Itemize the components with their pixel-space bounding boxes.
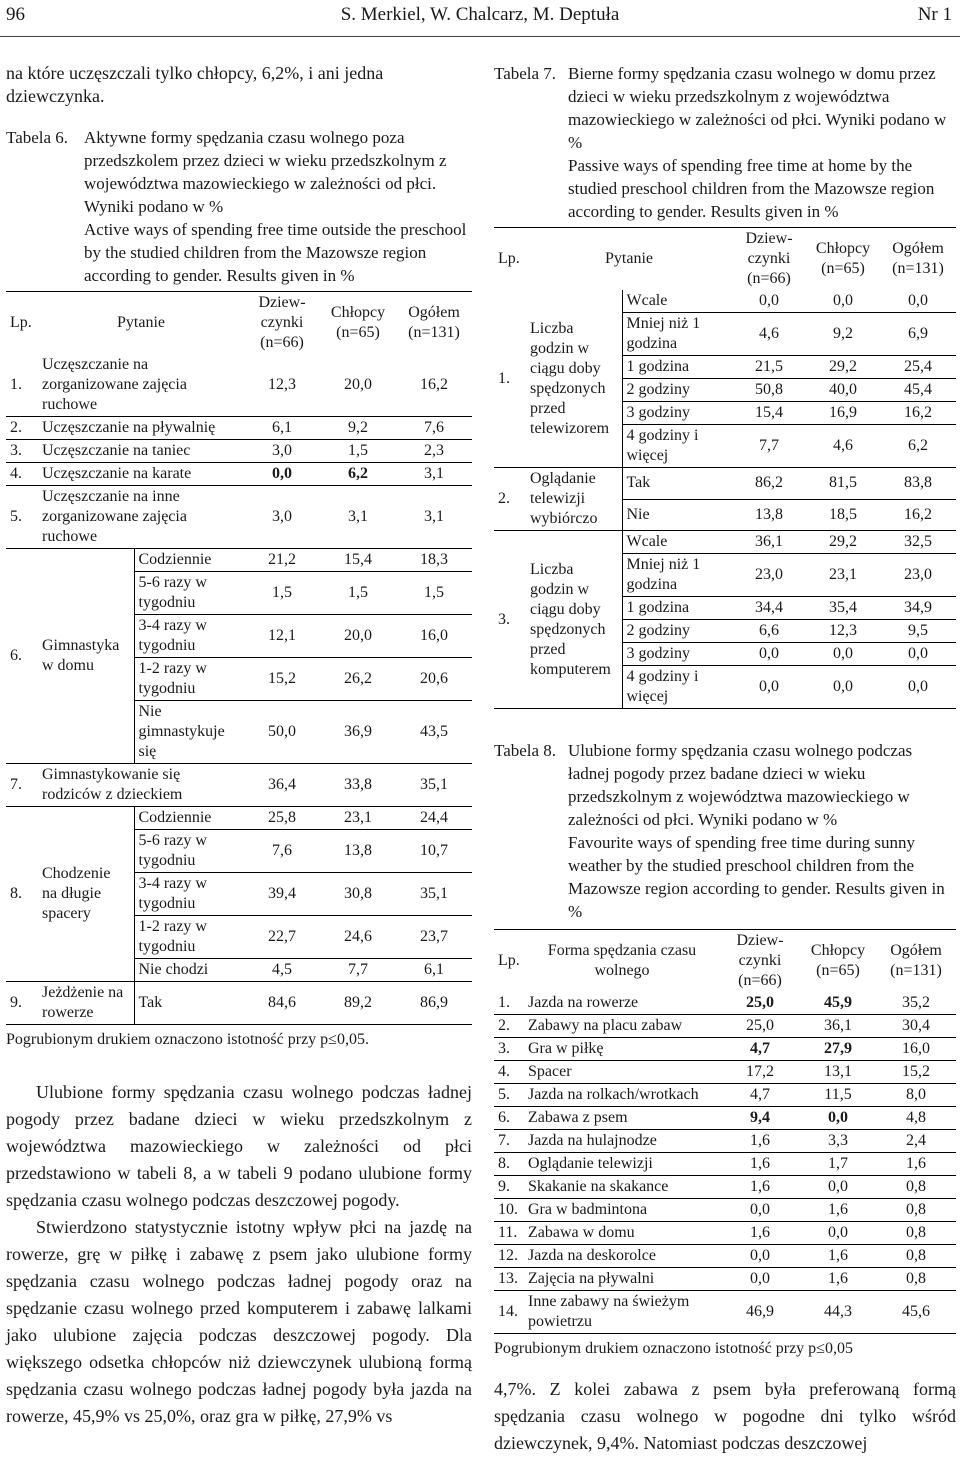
row-form: Skakanie na skakance: [524, 1176, 720, 1199]
row-value: 23,7: [396, 916, 472, 959]
row-option: 3 godziny: [622, 402, 732, 425]
row-value: 36,9: [320, 701, 396, 764]
row-number: 5.: [494, 1084, 524, 1107]
row-value: 0,0: [880, 290, 956, 313]
authors: S. Merkiel, W. Chalcarz, M. Deptuła: [340, 4, 620, 25]
row-option: Mniej niż 1 godzina: [622, 313, 732, 356]
table-row: [6, 417, 472, 440]
row-form: Jazda na deskorolce: [524, 1245, 720, 1268]
row-value: 1,5: [244, 572, 320, 615]
row-question: Uczęszczanie na pływalnię: [38, 417, 244, 440]
row-value: 81,5: [806, 468, 880, 500]
row-question: Gimnastykowanie się rodziców z dzieckiem: [38, 764, 244, 807]
row-number: 7.: [6, 764, 38, 807]
row-value: 1,6: [720, 1222, 800, 1245]
row-form: Zajęcia na pływalni: [524, 1268, 720, 1291]
row-value: 23,0: [880, 554, 956, 597]
row-number: 8.: [494, 1153, 524, 1176]
table-row: [6, 764, 472, 807]
table7-title-pl: Bierne formy spędzania czasu wolnego w domu przez dzieci w wieku przedszkolnym z województwa mazowieckiego w zależności od płci. Wyniki podano w %: [568, 64, 947, 152]
row-option: 1-2 razy w tygodniu: [134, 658, 244, 701]
row-value: 4,8: [876, 1107, 956, 1130]
row-value: 7,6: [244, 830, 320, 873]
row-value: 35,4: [806, 597, 880, 620]
row-option: 3-4 razy w tygodniu: [134, 615, 244, 658]
row-option: 1 godzina: [622, 356, 732, 379]
table8-label: Tabela 8.: [494, 741, 557, 760]
table-row: [6, 463, 472, 486]
row-value: 0,8: [876, 1245, 956, 1268]
left-column: [6, 62, 472, 1430]
issue-number: Nr 1: [917, 4, 952, 25]
row-option: Wcale: [622, 290, 732, 313]
row-value: 3,0: [244, 486, 320, 549]
table-row: [6, 440, 472, 463]
row-question: Uczęszczanie na karate: [38, 463, 244, 486]
row-value: 1,6: [720, 1130, 800, 1153]
row-value: 45,6: [876, 1291, 956, 1334]
row-question: Jeżdżenie na rowerze: [38, 982, 134, 1025]
row-value: 0,0: [244, 463, 320, 486]
row-value: 0,8: [876, 1199, 956, 1222]
row-value: 1,6: [720, 1153, 800, 1176]
row-value: 86,2: [732, 468, 806, 500]
row-value: 15,4: [320, 549, 396, 572]
row-option: Nie: [622, 499, 732, 531]
row-option: Wcale: [622, 531, 732, 554]
row-value: 12,1: [244, 615, 320, 658]
row-value: 35,1: [396, 873, 472, 916]
row-value: 3,1: [320, 486, 396, 549]
page-number: 96: [6, 4, 25, 25]
row-value: 46,9: [720, 1291, 800, 1334]
row-value: 34,4: [732, 597, 806, 620]
row-value: 43,5: [396, 701, 472, 764]
col-boys: Chłopcy (n=65): [806, 228, 880, 291]
row-value: 0,0: [800, 1176, 876, 1199]
row-value: 50,8: [732, 379, 806, 402]
row-value: 0,0: [800, 1107, 876, 1130]
row-value: 6,1: [244, 417, 320, 440]
row-number: 1.: [6, 354, 38, 417]
row-value: 13,1: [800, 1061, 876, 1084]
row-value: 36,1: [732, 531, 806, 554]
row-form: Jazda na hulajnodze: [524, 1130, 720, 1153]
row-option: 5-6 razy w tygodniu: [134, 572, 244, 615]
row-value: 0,0: [800, 1222, 876, 1245]
table8-title-en: Favourite ways of spending free time during sunny weather by the studied preschool children from the Mazowsze region according to gender. Results given in %: [568, 833, 945, 921]
col-lp: Lp.: [494, 930, 524, 993]
table-row: [494, 1176, 956, 1199]
table8-title-pl: Ulubione formy spędzania czasu wolnego podczas ładnej pogody przez badane dzieci w wieku przedszkolnym z województwa mazowieckiego w zależności od płci. Wyniki podano w %: [568, 741, 913, 829]
row-number: 5.: [6, 486, 38, 549]
row-option: 4 godziny i więcej: [622, 666, 732, 709]
row-value: 12,3: [244, 354, 320, 417]
table-row: [494, 1245, 956, 1268]
row-option: Nie chodzi: [134, 959, 244, 982]
row-value: 0,0: [880, 643, 956, 666]
row-value: 26,2: [320, 658, 396, 701]
row-value: 50,0: [244, 701, 320, 764]
row-value: 40,0: [806, 379, 880, 402]
row-option: 1-2 razy w tygodniu: [134, 916, 244, 959]
row-value: 1,6: [720, 1176, 800, 1199]
table6-title-pl: Aktywne formy spędzania czasu wolnego poza przedszkolem przez dzieci w wieku przedszkolnym z województwa mazowieckiego w zależności od płci. Wyniki podano w %: [84, 128, 447, 216]
row-value: 1,5: [396, 572, 472, 615]
row-value: 84,6: [244, 982, 320, 1025]
row-number: 11.: [494, 1222, 524, 1245]
row-value: 30,4: [876, 1015, 956, 1038]
row-form: Zabawa z psem: [524, 1107, 720, 1130]
row-option: 4 godziny i więcej: [622, 425, 732, 468]
row-question: Uczęszczanie na taniec: [38, 440, 244, 463]
row-value: 9,2: [806, 313, 880, 356]
col-girls: Dziew-czynki (n=66): [244, 292, 320, 355]
table6-label: Tabela 6.: [6, 128, 69, 147]
col-boys: Chłopcy (n=65): [800, 930, 876, 993]
row-number: 2.: [494, 1015, 524, 1038]
row-number: 1.: [494, 290, 526, 468]
row-value: 0,8: [876, 1268, 956, 1291]
row-value: 1,7: [800, 1153, 876, 1176]
row-number: 9.: [494, 1176, 524, 1199]
row-value: 39,4: [244, 873, 320, 916]
row-value: 9,2: [320, 417, 396, 440]
row-value: 12,3: [806, 620, 880, 643]
row-value: 1,6: [800, 1199, 876, 1222]
row-value: 21,2: [244, 549, 320, 572]
row-value: 8,0: [876, 1084, 956, 1107]
row-number: 13.: [494, 1268, 524, 1291]
row-question: Liczba godzin w ciągu doby spędzonych przed komputerem: [526, 531, 622, 709]
row-value: 0,0: [732, 290, 806, 313]
row-option: Tak: [622, 468, 732, 500]
row-value: 0,0: [720, 1268, 800, 1291]
table-row: [494, 1291, 956, 1334]
row-form: Zabawa w domu: [524, 1222, 720, 1245]
row-form: Spacer: [524, 1061, 720, 1084]
row-question: Uczęszczanie na zorganizowane zajęcia ruchowe: [38, 354, 244, 417]
row-form: Gra w badmintona: [524, 1199, 720, 1222]
paragraph-2: Stwierdzono statystycznie istotny wpływ płci na jazdę na rowerze, grę w piłkę i zabawę z psem jako ulubione formy spędzania czasu wolnego podczas ładnej pogody oraz na spędzanie czasu wolnego przed komputerem i zabawę lalkami jako ulubione zajęcia podczas deszczowej pogody. Dla większego odsetka chłopców niż dziewczynek ulubioną formą spędzania czasu wolnego podczas ładnej pogody była jazda na rowerze, 45,9% vs 25,0%, oraz gra w piłkę, 27,9% vs: [6, 1217, 472, 1426]
row-value: 6,2: [320, 463, 396, 486]
row-question: Liczba godzin w ciągu doby spędzonych przed telewizorem: [526, 290, 622, 468]
row-value: 2,4: [876, 1130, 956, 1153]
row-value: 0,8: [876, 1222, 956, 1245]
table-row: [494, 290, 956, 313]
table7-label: Tabela 7.: [494, 64, 557, 83]
table-row: [6, 549, 472, 572]
row-number: 2.: [6, 417, 38, 440]
row-value: 25,0: [720, 992, 800, 1015]
row-option: Codziennie: [134, 549, 244, 572]
table-row: [494, 1268, 956, 1291]
row-value: 86,9: [396, 982, 472, 1025]
row-value: 22,7: [244, 916, 320, 959]
row-number: 6.: [494, 1107, 524, 1130]
row-value: 16,9: [806, 402, 880, 425]
row-value: 24,6: [320, 916, 396, 959]
row-option: Mniej niż 1 godzina: [622, 554, 732, 597]
table7-title-en: Passive ways of spending free time at home by the studied preschool children from the Mazowsze region according to gender. Results given in %: [568, 156, 935, 221]
table-row: [494, 1015, 956, 1038]
row-value: 36,1: [800, 1015, 876, 1038]
table8: [494, 929, 956, 1334]
row-value: 44,3: [800, 1291, 876, 1334]
row-form: Jazda na rowerze: [524, 992, 720, 1015]
table6-caption: [6, 126, 472, 287]
table8-caption: [494, 739, 956, 923]
row-form: Gra w piłkę: [524, 1038, 720, 1061]
table6-title-en: Active ways of spending free time outside the preschool by the studied children from the Mazowsze region according to gender. Results given in %: [84, 220, 467, 285]
col-total: Ogółem (n=131): [876, 930, 956, 993]
row-value: 16,2: [396, 354, 472, 417]
intro-text: na które uczęszczali tylko chłopcy, 6,2%, i ani jedna dziewczynka.: [6, 63, 384, 106]
row-value: 4,7: [720, 1084, 800, 1107]
row-value: 27,9: [800, 1038, 876, 1061]
row-value: 3,1: [396, 486, 472, 549]
col-total: Ogółem (n=131): [396, 292, 472, 355]
row-question: Uczęszczanie na inne zorganizowane zajęcia ruchowe: [38, 486, 244, 549]
row-value: 15,2: [876, 1061, 956, 1084]
row-value: 23,1: [320, 807, 396, 830]
row-value: 0,8: [876, 1176, 956, 1199]
row-value: 7,7: [732, 425, 806, 468]
row-value: 20,0: [320, 354, 396, 417]
row-number: 3.: [6, 440, 38, 463]
paragraph-1: Ulubione formy spędzania czasu wolnego podczas ładnej pogody przez badane dzieci w wieku przedszkolnym z województwa mazowieckiego w zależności od płci przedstawiono w tabeli 8, a w tabeli 9 podano ulubione formy spędzania czasu wolnego podczas deszczowej pogody.: [6, 1082, 472, 1210]
row-value: 23,0: [732, 554, 806, 597]
row-number: 12.: [494, 1245, 524, 1268]
row-number: 4.: [494, 1061, 524, 1084]
row-value: 0,0: [880, 666, 956, 709]
row-question: Chodzenie na długie spacery: [38, 807, 134, 982]
table-row: [6, 486, 472, 549]
row-value: 15,2: [244, 658, 320, 701]
table-row: [494, 1199, 956, 1222]
col-lp: Lp.: [6, 292, 38, 355]
row-value: 3,1: [396, 463, 472, 486]
row-number: 7.: [494, 1130, 524, 1153]
row-value: 4,5: [244, 959, 320, 982]
row-value: 21,5: [732, 356, 806, 379]
row-value: 36,4: [244, 764, 320, 807]
row-value: 29,2: [806, 531, 880, 554]
row-value: 0,0: [806, 666, 880, 709]
row-value: 35,1: [396, 764, 472, 807]
row-value: 1,6: [800, 1245, 876, 1268]
row-value: 10,7: [396, 830, 472, 873]
row-value: 16,0: [876, 1038, 956, 1061]
row-value: 9,4: [720, 1107, 800, 1130]
row-value: 20,6: [396, 658, 472, 701]
row-option: Tak: [134, 982, 244, 1025]
row-value: 0,0: [720, 1199, 800, 1222]
row-value: 16,0: [396, 615, 472, 658]
row-value: 25,0: [720, 1015, 800, 1038]
row-option: 3-4 razy w tygodniu: [134, 873, 244, 916]
row-value: 4,6: [732, 313, 806, 356]
row-form: Inne zabawy na świeżym powietrzu: [524, 1291, 720, 1334]
row-number: 9.: [6, 982, 38, 1025]
table-row: [494, 1153, 956, 1176]
right-column: [494, 62, 956, 1457]
row-value: 16,2: [880, 499, 956, 531]
row-value: 11,5: [800, 1084, 876, 1107]
row-value: 6,6: [732, 620, 806, 643]
table-row: [494, 992, 956, 1015]
row-option: 1 godzina: [622, 597, 732, 620]
row-value: 7,6: [396, 417, 472, 440]
row-number: 14.: [494, 1291, 524, 1334]
row-value: 1,5: [320, 572, 396, 615]
col-total: Ogółem (n=131): [880, 228, 956, 291]
row-value: 33,8: [320, 764, 396, 807]
running-header: [0, 0, 960, 36]
table-row: [494, 1061, 956, 1084]
row-value: 3,0: [244, 440, 320, 463]
row-value: 4,7: [720, 1038, 800, 1061]
row-value: 17,2: [720, 1061, 800, 1084]
row-number: 1.: [494, 992, 524, 1015]
row-value: 6,2: [880, 425, 956, 468]
table-row: [494, 1130, 956, 1153]
row-value: 7,7: [320, 959, 396, 982]
row-option: 2 godziny: [622, 620, 732, 643]
row-value: 4,6: [806, 425, 880, 468]
row-value: 45,9: [800, 992, 876, 1015]
col-form: Forma spędzania czasu wolnego: [524, 930, 720, 993]
row-value: 18,5: [806, 499, 880, 531]
row-number: 3.: [494, 1038, 524, 1061]
table-row: [494, 1222, 956, 1245]
col-lp: Lp.: [494, 228, 526, 291]
table7-caption: [494, 62, 956, 223]
table-row: [6, 354, 472, 417]
row-value: 0,0: [732, 666, 806, 709]
table-row: [494, 531, 956, 554]
row-option: 5-6 razy w tygodniu: [134, 830, 244, 873]
row-value: 9,5: [880, 620, 956, 643]
row-value: 23,1: [806, 554, 880, 597]
col-boys: Chłopcy (n=65): [320, 292, 396, 355]
table-row: [6, 982, 472, 1025]
row-value: 29,2: [806, 356, 880, 379]
row-value: 15,4: [732, 402, 806, 425]
row-value: 18,3: [396, 549, 472, 572]
row-number: 3.: [494, 531, 526, 709]
row-option: Nie gimnastykuje się: [134, 701, 244, 764]
col-girls: Dziew-czynki (n=66): [720, 930, 800, 993]
table-row: [494, 1107, 956, 1130]
row-form: Zabawy na placu zabaw: [524, 1015, 720, 1038]
row-value: 25,8: [244, 807, 320, 830]
row-value: 30,8: [320, 873, 396, 916]
row-value: 32,5: [880, 531, 956, 554]
row-question: Gimnastyka w domu: [38, 549, 134, 764]
row-value: 0,0: [732, 643, 806, 666]
col-question: Pytanie: [526, 228, 732, 291]
row-value: 24,4: [396, 807, 472, 830]
table-row: [494, 1084, 956, 1107]
col-girls: Dziew-czynki (n=66): [732, 228, 806, 291]
row-value: 25,4: [880, 356, 956, 379]
row-value: 1,6: [800, 1268, 876, 1291]
row-value: 34,9: [880, 597, 956, 620]
row-number: 8.: [6, 807, 38, 982]
table6-note: Pogrubionym drukiem oznaczono istotność przy p≤0,05.: [6, 1031, 369, 1048]
row-value: 6,9: [880, 313, 956, 356]
row-value: 1,5: [320, 440, 396, 463]
row-value: 35,2: [876, 992, 956, 1015]
row-form: Oglądanie telewizji: [524, 1153, 720, 1176]
header-rule: [0, 36, 960, 37]
row-option: 3 godziny: [622, 643, 732, 666]
row-value: 20,0: [320, 615, 396, 658]
row-number: 6.: [6, 549, 38, 764]
col-question: Pytanie: [38, 292, 244, 355]
row-value: 83,8: [880, 468, 956, 500]
row-value: 16,2: [880, 402, 956, 425]
row-value: 89,2: [320, 982, 396, 1025]
row-value: 1,6: [876, 1153, 956, 1176]
row-number: 2.: [494, 468, 526, 531]
row-question: Oglądanie telewizji wybiórczo: [526, 468, 622, 531]
row-value: 13,8: [320, 830, 396, 873]
row-option: Codziennie: [134, 807, 244, 830]
row-number: 10.: [494, 1199, 524, 1222]
row-option: 2 godziny: [622, 379, 732, 402]
row-value: 3,3: [800, 1130, 876, 1153]
table8-note: Pogrubionym drukiem oznaczono istotność przy p≤0,05: [494, 1340, 853, 1357]
row-value: 6,1: [396, 959, 472, 982]
table-row: [494, 468, 956, 500]
table7: [494, 227, 956, 709]
table-row: [6, 807, 472, 830]
row-form: Jazda na rolkach/wrotkach: [524, 1084, 720, 1107]
table6: [6, 291, 472, 1025]
row-value: 13,8: [732, 499, 806, 531]
paragraph-right: 4,7%. Z kolei zabawa z psem była preferowaną formą spędzania czasu wolnego w pogodne dni tylko wśród dziewczynek, 9,4%. Natomiast podczas deszczowej: [494, 1379, 956, 1453]
row-value: 45,4: [880, 379, 956, 402]
row-value: 0,0: [806, 643, 880, 666]
row-value: 0,0: [720, 1245, 800, 1268]
table-row: [494, 1038, 956, 1061]
row-value: 0,0: [806, 290, 880, 313]
row-value: 2,3: [396, 440, 472, 463]
row-number: 4.: [6, 463, 38, 486]
